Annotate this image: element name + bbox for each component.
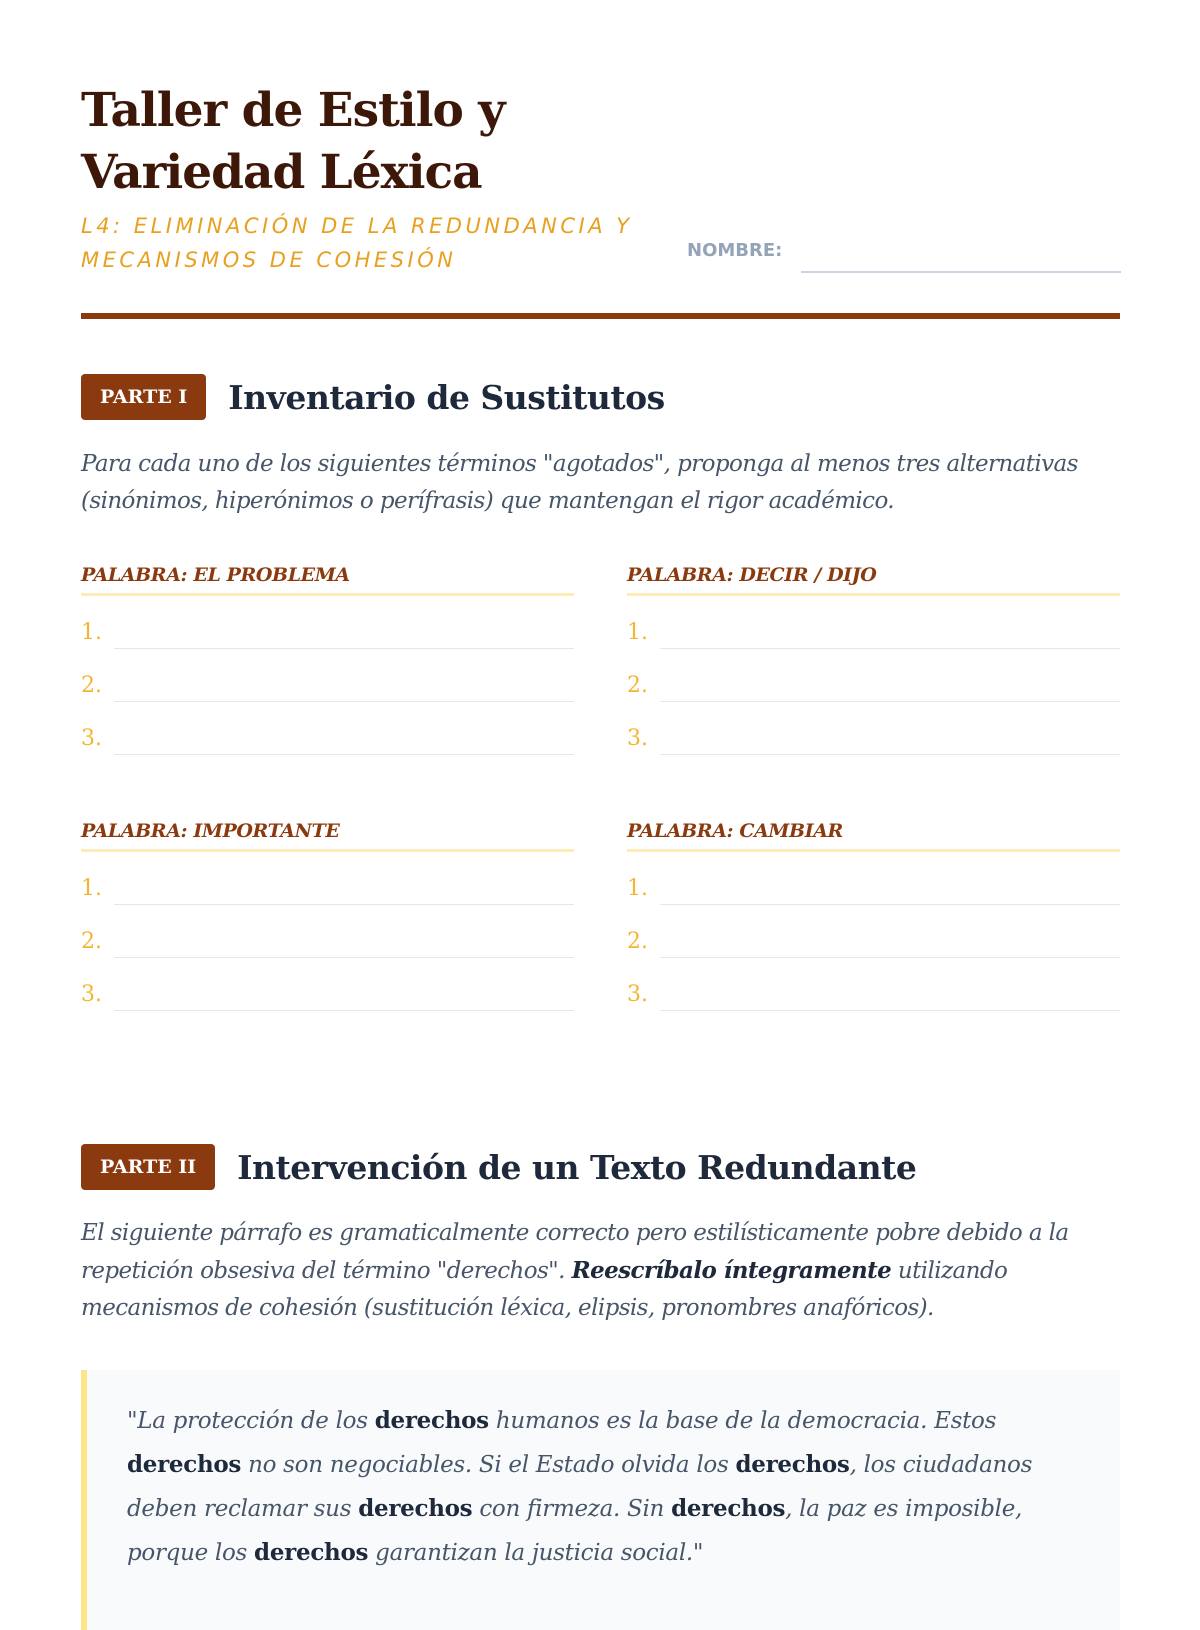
line-number: 3. — [81, 982, 102, 1007]
instructions-emphasis: Reescríbalo íntegramente — [571, 1257, 892, 1284]
answer-line[interactable] — [627, 905, 1120, 958]
part1-title: Inventario de Sustitutos — [228, 377, 665, 417]
repeated-word: derechos — [735, 1451, 850, 1478]
part1-badge: PARTE I — [81, 374, 206, 420]
line-number: 1. — [81, 620, 102, 645]
word-block-el-problema — [81, 564, 574, 755]
part2-badge: PARTE II — [81, 1144, 215, 1190]
redundant-text-quote — [81, 1370, 1120, 1630]
repeated-word: derechos — [374, 1407, 489, 1434]
answer-line[interactable] — [81, 649, 574, 702]
answer-line[interactable] — [627, 596, 1120, 649]
word-label: PALABRA: IMPORTANTE — [81, 820, 574, 852]
answer-line[interactable] — [81, 852, 574, 905]
line-number: 3. — [81, 726, 102, 751]
line-number: 1. — [627, 876, 648, 901]
answer-line[interactable] — [627, 852, 1120, 905]
part2-title: Intervención de un Texto Redundante — [237, 1147, 917, 1187]
line-number: 3. — [627, 726, 648, 751]
word-label: PALABRA: DECIR / DIJO — [627, 564, 1120, 596]
word-block-decir — [627, 564, 1120, 755]
line-number: 1. — [627, 620, 648, 645]
line-number: 3. — [627, 982, 648, 1007]
answer-line[interactable] — [81, 702, 574, 755]
line-number: 2. — [81, 929, 102, 954]
repeated-word: derechos — [254, 1539, 369, 1566]
name-label: NOMBRE: — [687, 240, 783, 261]
part2-instructions: El siguiente párrafo es gramaticalmente correcto pero estilísticamente pobre debido a la repetición obsesiva del término "derechos". Reescríbalo íntegramente utilizando mecanismos de cohesión (sustitución léxica, elipsis, pronombres anafóricos). — [81, 1220, 1069, 1321]
answer-line[interactable] — [81, 905, 574, 958]
word-block-cambiar — [627, 820, 1120, 1011]
repeated-word: derechos — [358, 1495, 473, 1522]
lesson-subtitle: L4: ELIMINACIÓN DE LA REDUNDANCIA Y MECANISMOS DE COHESIÓN — [81, 214, 633, 272]
repeated-word: derechos — [127, 1451, 242, 1478]
part1-instructions: Para cada uno de los siguientes términos "agotados", proponga al menos tres alternativas (sinónimos, hiperónimos o perífrasis) que mantengan el rigor académico. — [81, 451, 1078, 514]
answer-line[interactable] — [81, 596, 574, 649]
word-label: PALABRA: CAMBIAR — [627, 820, 1120, 852]
answer-line[interactable] — [81, 958, 574, 1011]
header-divider — [81, 313, 1120, 319]
answer-line[interactable] — [627, 958, 1120, 1011]
word-block-importante — [81, 820, 574, 1011]
part1-header — [81, 374, 665, 420]
name-field[interactable] — [801, 271, 1121, 273]
line-number: 2. — [627, 673, 648, 698]
line-number: 1. — [81, 876, 102, 901]
page-title: Taller de Estilo y Variedad Léxica — [81, 83, 505, 200]
word-label: PALABRA: EL PROBLEMA — [81, 564, 574, 596]
answer-line[interactable] — [627, 702, 1120, 755]
answer-line[interactable] — [627, 649, 1120, 702]
part2-header — [81, 1144, 916, 1190]
quote-paragraph: "La protección de los derechos humanos es la base de la democracia. Estos derechos no son negociables. Si el Estado olvida los derechos, los ciudadanos deben reclamar sus derechos con firmeza. Sin derechos, la paz es imposible, porque los derechos garantizan la justicia social." — [127, 1407, 1033, 1566]
line-number: 2. — [627, 929, 648, 954]
line-number: 2. — [81, 673, 102, 698]
repeated-word: derechos — [671, 1495, 786, 1522]
